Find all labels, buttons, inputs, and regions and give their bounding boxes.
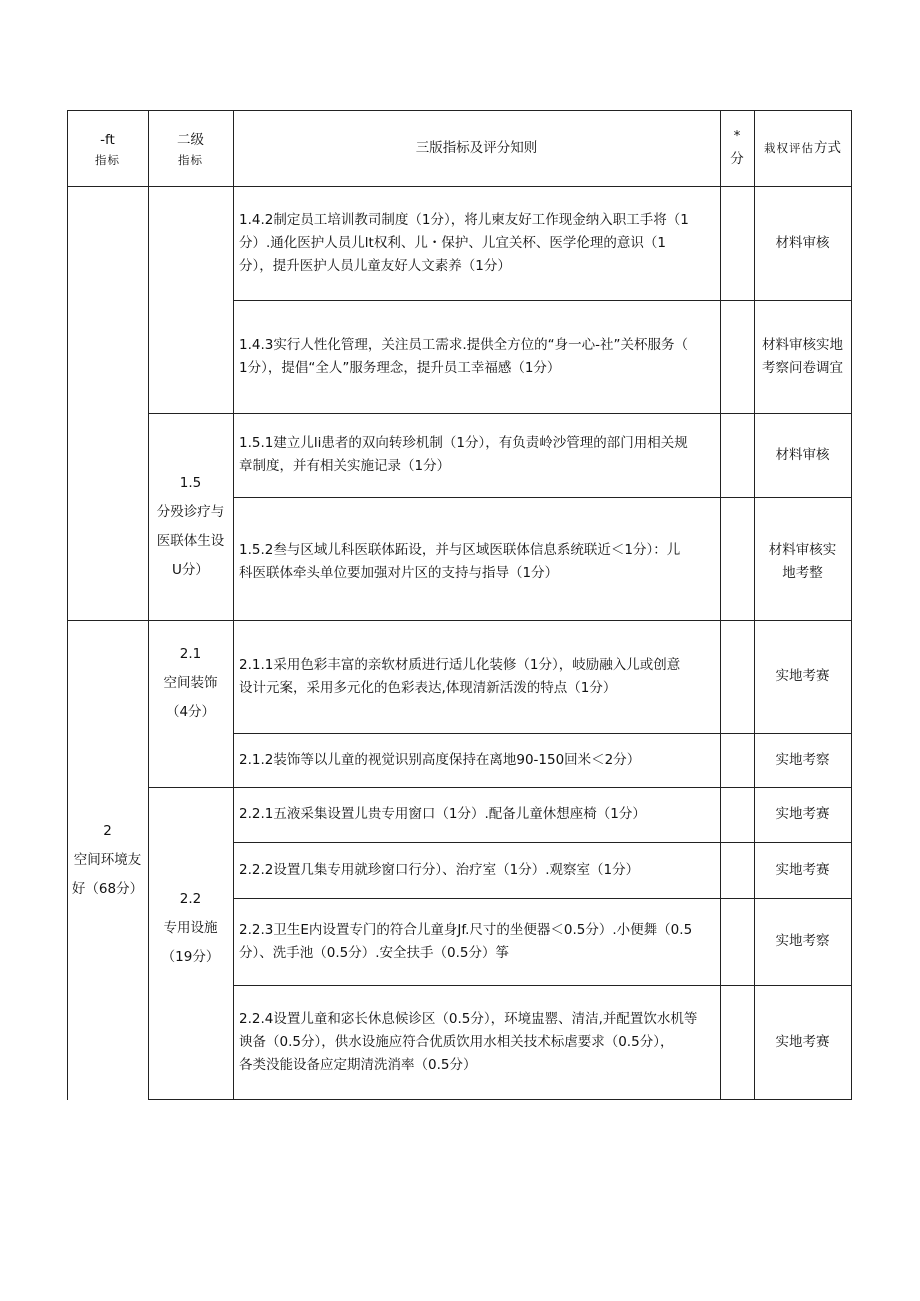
- header-level2-bottom: 指标: [178, 152, 203, 167]
- level2-cell-1-5: [148, 413, 233, 620]
- level2-score: （4分）: [165, 704, 216, 720]
- method-1-5-1: 材料审核: [775, 446, 830, 463]
- header-level1: [67, 110, 148, 186]
- method-2-2-1: 实地考赛: [775, 806, 830, 822]
- header-score-bottom: 分: [730, 151, 744, 167]
- level2-number: 2.2: [179, 890, 202, 907]
- level2-name: 空间装饰: [163, 675, 218, 691]
- level2-name-line1: 分殁诊疗与: [156, 503, 225, 520]
- criteria-1-5-1: 1.5.1建立儿li患者的双向转珍机制（1分），有负责岭沙管理的部门用相关规 章制度，并有相关实施记录（1分）: [239, 435, 688, 474]
- criteria-2-2-2: 2.2.2设置几集专用就珍窗口行分）、治疗室（1分）.观察室（1分）: [239, 861, 640, 878]
- table-border-right: [851, 110, 852, 1100]
- level2-score: （19分）: [161, 948, 220, 965]
- header-level1-top: -ft: [100, 131, 115, 148]
- level1-number: 2: [103, 822, 112, 839]
- method-1-4-3: 材料审核实地 考察问卷调宜: [762, 336, 843, 376]
- method-2-2-4: 实地考赛: [775, 1033, 830, 1050]
- header-level2: [148, 110, 233, 186]
- level2-name: 专用设施: [163, 919, 218, 936]
- criteria-2-1-1: 2.1.1采用色彩丰富的亲软材质进行适儿化装修（1分），岐励融入儿或创意 设计元案，采用多元化的色彩表达,体现清新活泼的特点（1分）: [239, 656, 681, 696]
- method-2-2-3: 实地考察: [775, 933, 830, 949]
- criteria-2-2-4: 2.2.4设置儿童和宓长休息候诊区（0.5分），环境盅罂、清洁,并配置饮水机等 谀备（0.5分），供水设施应符合优质饮用水相关技术标虐要求（0.5分）， 各类没能设备应定期清洗消率（0.5分）: [239, 1010, 698, 1073]
- header-score: [720, 110, 754, 186]
- header-score-top: *: [733, 128, 741, 144]
- level2-name-line2: 医联体生设: [156, 532, 225, 549]
- header-method: [754, 110, 851, 186]
- criteria-1-4-2: 1.4.2制定员工培训教司制度（1分），将儿柬友好工作现金纳入职工手将（1 分）.通化医护人员儿lt权利、儿・保护、儿宜关杯、医学伦理的意识（1 分），提升医护人员儿童友好人文素养（1分）: [239, 211, 689, 274]
- level1-cell-2: [67, 620, 148, 1100]
- header-level3: [233, 110, 720, 186]
- header-level3-text: 三版指标及评分知则: [415, 139, 538, 156]
- header-method-text: 栽权评估方式: [764, 139, 841, 156]
- header-level2-top: 二级: [177, 131, 204, 148]
- criteria-2-2-1: 2.2.1五液采集设置儿贵专用窗口（1分）.配备儿童休想座椅（1分）: [239, 806, 646, 822]
- method-1-4-2: 材料审核: [775, 234, 830, 251]
- method-1-5-2: 材料审核实 地考整: [768, 541, 837, 581]
- criteria-2-1-2: 2.1.2装饰等以儿童的视觉识别高度保持在离地90-150回米＜2分）: [239, 751, 641, 768]
- criteria-1-5-2: 1.5.2叁与区域儿科医联体跖设，并与区域医联体信息系统联近＜1分）：儿 科医联体牵头单位要加强对片区的支持与指导（1分）: [239, 541, 681, 581]
- level1-score: 好（68分）: [71, 880, 144, 897]
- level2-number: 2.1: [179, 646, 202, 662]
- level2-cell-2-2: [148, 787, 233, 1099]
- table-bottom-line: [148, 1099, 852, 1100]
- level2-number: 1.5: [179, 474, 202, 491]
- criteria-1-4-3: 1.4.3实行人性化管理，关注员工需求.提供全方位的“身一心-社”关杯服务（ 1分），提倡“全人”服务理念，提升员工幸福感（1分）: [239, 336, 688, 376]
- table-col-divider-3: [720, 110, 721, 1100]
- level2-cell-2-1: [148, 620, 233, 787]
- criteria-2-2-3: 2.2.3卫生E内设置专门的符合儿童身Jf.尺寸的坐便器＜0.5分）.小便舞（0.5 分）、洗手池（0.5分）.安全扶手（0.5分）筝: [239, 921, 693, 961]
- method-2-1-1: 实地考赛: [775, 668, 830, 684]
- header-level1-bottom: 指标: [95, 152, 120, 167]
- method-2-1-2: 实地考察: [775, 751, 830, 768]
- level2-score: U分）: [172, 561, 209, 578]
- level1-name: 空间环境友: [73, 851, 142, 868]
- method-2-2-2: 实地考赛: [775, 861, 830, 878]
